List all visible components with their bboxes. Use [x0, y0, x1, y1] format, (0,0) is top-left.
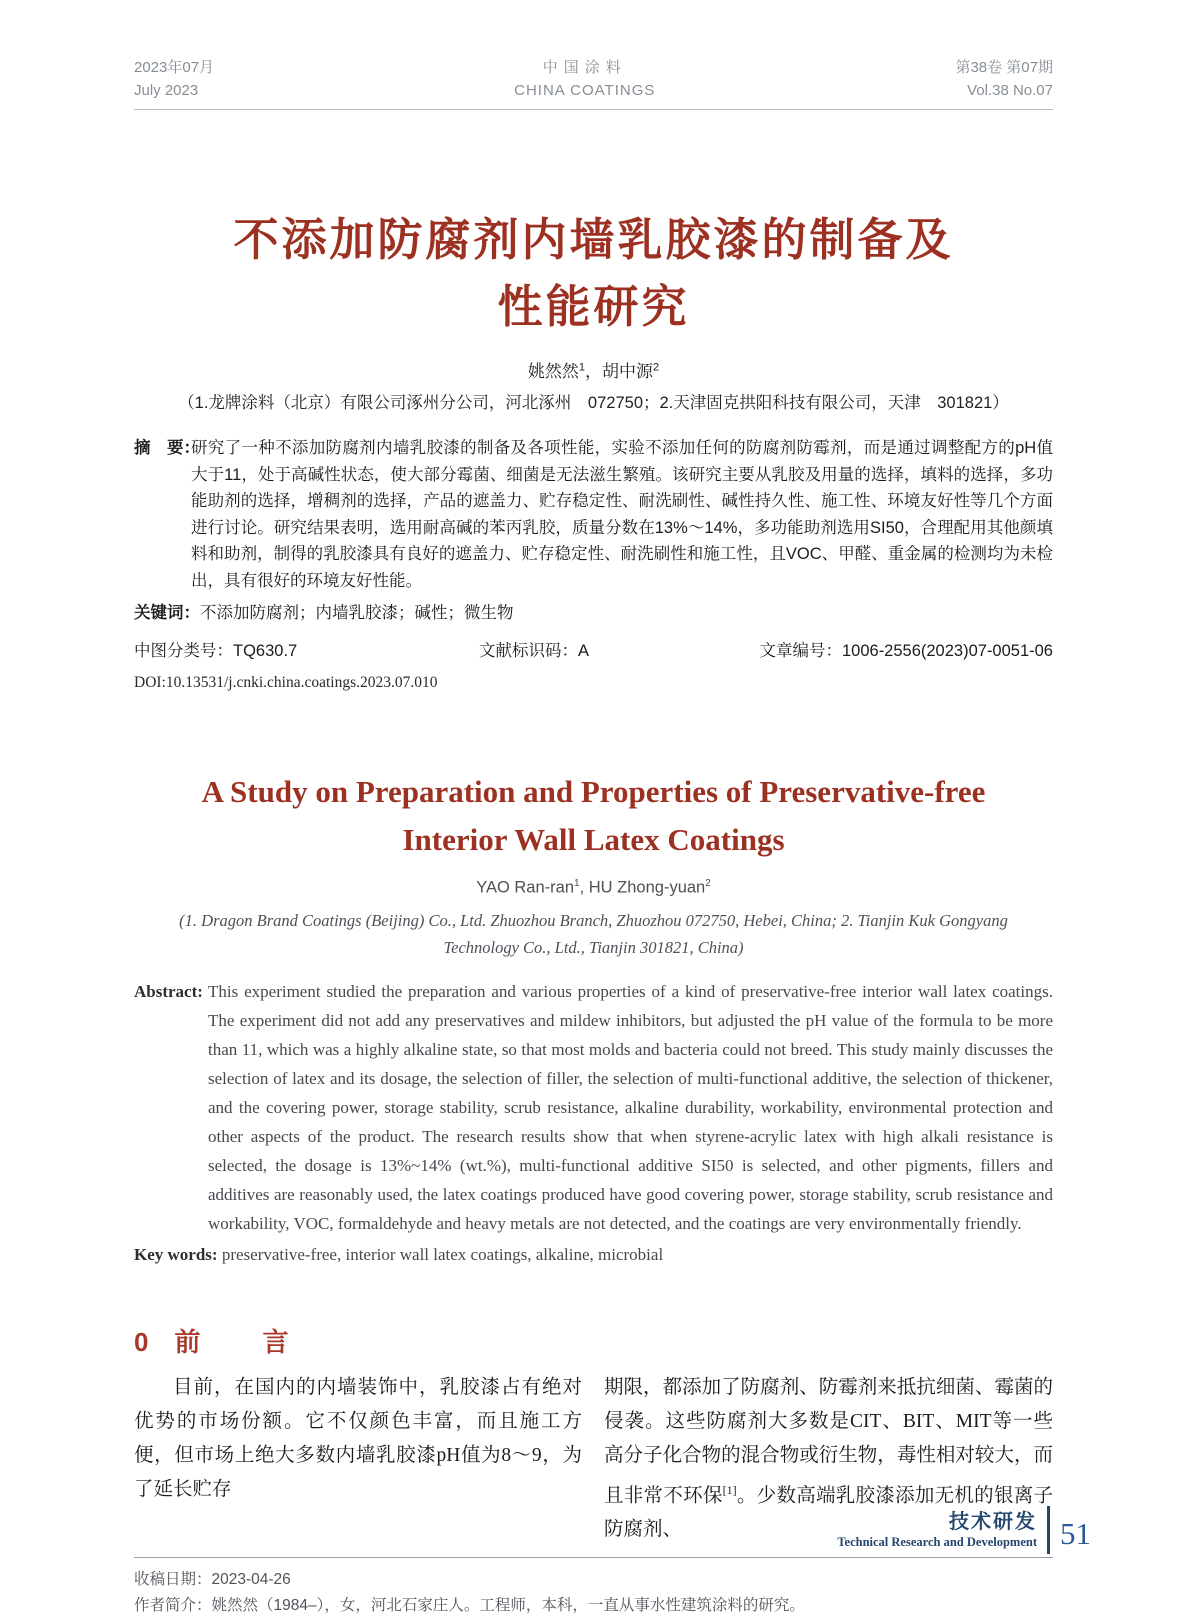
keywords-en-text: preservative-free, interior wall latex coatings, alkaline, microbial: [221, 1244, 664, 1264]
journal-issue-cn: 第38卷 第07期: [955, 59, 1053, 76]
author-en-1: YAO Ran-ran: [476, 878, 575, 897]
journal-date-cn: 2023年07月: [134, 59, 215, 76]
author-en-2: HU Zhong-yuan: [588, 878, 706, 897]
received-date: 收稿日期：2023-04-26: [134, 1571, 291, 1588]
affiliation-en-line1: (1. Dragon Brand Coatings (Beijing) Co., Ltd. Zhuozhou Branch, Zhuozhou 072750, Hebei, China; 2. Tianjin Kuk Gongyang: [179, 910, 1008, 930]
meta-row: [134, 637, 1053, 661]
clc-number: 中图分类号：TQ630.7: [134, 642, 298, 660]
page-number: 51: [1060, 1516, 1091, 1551]
journal-name-en: CHINA COATINGS: [514, 82, 656, 99]
affiliation-en: [134, 907, 1053, 961]
journal-name-cn: 中国涂料: [542, 59, 627, 76]
abstract-en-text: This experiment studied the preparation and various properties of a kind of preservative-free interior wall latex coatings. The experiment did not add any preservatives and mildew inhibitors, but adjusted the pH value of the formula to be more than 11, which was a highly alkaline state, so that most molds and bacteria could not breed. This study mainly discusses the selection of latex and its dosage, the selection of filler, the selection of multi-functional additive, the selection of thickener, and the covering power, storage stability, scrub resistance, alkaline durability, workability, environmental protection and other aspects of the product. The research results show that when styrene-acrylic latex with high alkali resistance is selected, the dosage is 13%~14% (wt.%), multi-functional additive SI50 is selected, and other pigments, fillers and additives are reasonably used, the latex coatings produced have good covering power, storage stability, scrub resistance and workability, VOC, formaldehyde and heavy metals are not detected, and the coatings are very environmentally friendly.: [208, 981, 1053, 1233]
footnote: [134, 1557, 1053, 1619]
abstract-cn-text: 研究了一种不添加防腐剂内墙乳胶漆的制备及各项性能，实验不添加任何的防腐剂防霉剂，而是通过调整配方的pH值大于11，处于高碱性状态，使大部分霉菌、细菌是无法滋生繁殖。该研究主要从乳胶及用量的选择，填料的选择，多功能助剂的选择，增稠剂的选择，产品的遮盖力、贮存稳定性、耐洗刷性、碱性持久性、施工性、环境友好性等几个方面进行讨论。研究结果表明，选用耐高碱的苯丙乳胶，质量分数在13%～14%，多功能助剂选用SI50，合理配用其他颜填料和助剂，制得的乳胶漆具有良好的遮盖力、贮存稳定性、耐洗刷性和施工性，且VOC、甲醛、重金属的检测均为未检出，具有很好的环境友好性能。: [191, 439, 1053, 590]
article-number: 文章编号：1006-2556(2023)07-0051-06: [759, 642, 1053, 660]
keywords-en-label: Key words:: [134, 1244, 218, 1264]
authors-cn: [134, 357, 1053, 382]
author-cn-2: 胡中源: [602, 362, 653, 381]
intro-right-text-after: 。少数高端乳胶漆添加无机的银离子防腐剂、: [604, 1485, 1053, 1540]
article-title-cn-line1: 不添加防腐剂内墙乳胶漆的制备及: [233, 214, 954, 265]
keywords-cn-text: 不添加防腐剂；内墙乳胶漆；碱性；微生物: [200, 604, 514, 622]
journal-issue-en: Vol.38 No.07: [967, 82, 1053, 99]
keywords-cn-label: 关键词：: [134, 604, 200, 622]
citation-ref-1: [1]: [722, 1482, 737, 1497]
author-cn-1: 姚然然: [527, 362, 579, 381]
section-heading: [134, 1327, 582, 1357]
authors-en: [134, 878, 1053, 898]
abstract-cn: [134, 435, 1053, 594]
abstract-cn-label: 摘 要：: [134, 439, 200, 457]
journal-date-en: July 2023: [134, 82, 199, 99]
footer-labels: [837, 1510, 1047, 1550]
article-title-cn: [134, 206, 1053, 340]
affiliation-cn: （1.龙牌涂料（北京）有限公司涿州分公司，河北涿州 072750；2.天津固克拱阳科技有限公司，天津 301821）: [178, 394, 1009, 412]
abstract-en: [134, 977, 1053, 1238]
journal-name: [514, 56, 655, 102]
page-footer: [837, 1506, 1091, 1554]
intro-left-column: [134, 1327, 582, 1548]
article-title-en: [134, 768, 1053, 864]
author-cn-sep: ，: [585, 362, 602, 381]
affiliation-en-line2: Technology Co., Ltd., Tianjin 301821, China): [443, 937, 744, 957]
footer-section-label-cn: 技术研发: [949, 1511, 1037, 1533]
article-title-cn-line2: 性能研究: [497, 281, 690, 332]
section-title: 前 言: [174, 1326, 307, 1357]
author-en-2-sup: 2: [705, 878, 711, 889]
journal-date: [134, 56, 214, 102]
document-code: 文献标识码：A: [479, 642, 590, 660]
intro-paragraph-left: 目前，在国内的内墙装饰中，乳胶漆占有绝对优势的市场份额。它不仅颜色丰富，而且施工方便，但市场上绝大多数内墙乳胶漆pH值为8～9，为了延长贮存: [134, 1376, 582, 1500]
doi: DOI:10.13531/j.cnki.china.coatings.2023.07.010: [134, 674, 438, 691]
author-en-sep: ,: [579, 878, 589, 897]
author-bio: 作者简介：姚然然（1984–），女，河北石家庄人。工程师，本科，一直从事水性建筑涂料的研究。: [134, 1597, 805, 1614]
keywords-en: [134, 1245, 1053, 1265]
footer-section-label-en: Technical Research and Development: [837, 1535, 1037, 1549]
article-title-en-line1: A Study on Preparation and Properties of Preservative-free: [201, 774, 986, 809]
author-cn-1-sup: 1: [578, 361, 585, 374]
journal-header: [134, 56, 1053, 110]
keywords-cn: [134, 599, 1053, 623]
intro-right-text: 期限，都添加了防腐剂、防霉剂来抵抗细菌、霉菌的侵袭。这些防腐剂大多数是CIT、BIT、MIT等一些高分子化合物的混合物或衍生物，毒性相对较大，而且非常不环保: [604, 1376, 1053, 1506]
section-number: 0: [134, 1326, 149, 1357]
abstract-en-label: Abstract:: [134, 981, 203, 1001]
journal-issue: [955, 56, 1053, 102]
article-title-en-line2: Interior Wall Latex Coatings: [402, 822, 785, 857]
author-cn-2-sup: 2: [653, 361, 660, 374]
author-en-1-sup: 1: [574, 878, 580, 889]
